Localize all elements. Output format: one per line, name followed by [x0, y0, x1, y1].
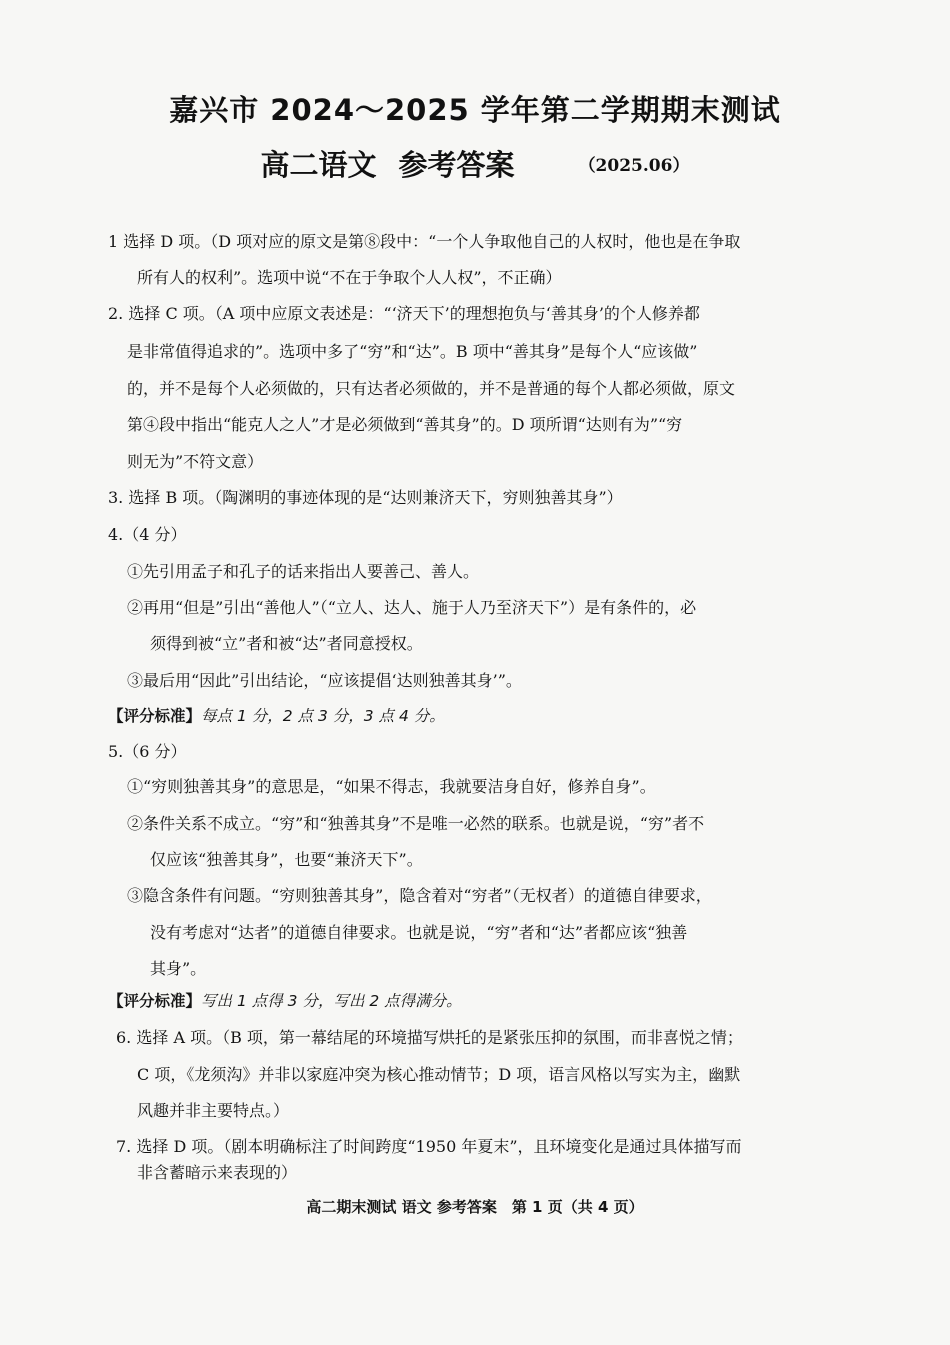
q3-line-1: 3. 选择 B 项。（陶渊明的事迹体现的是“达则兼济天下，穷则独善其身”） — [108, 488, 623, 507]
q7-line-1: 7. 选择 D 项。（剧本明确标注了时间跨度“1950 年夏末”，且环境变化是通过具体描写而 — [116, 1137, 742, 1156]
subject-label: 高二语文 — [260, 148, 377, 182]
q2-line-4: 第④段中指出“能克人之人”才是必须做到“善其身”的。D 项所谓“达则有为”“穷 — [127, 415, 683, 434]
scoring-text: 每点 1 分，2 点 3 分，3 点 4 分。 — [201, 707, 445, 725]
q4-scoring-standard — [108, 704, 445, 728]
q2-line-1: 2. 选择 C 项。（A 项中应原文表述是：“‘济天下’的理想抱负与‘善其身’的个人修养都 — [108, 304, 700, 323]
q2-line-3: 的，并不是每个人必须做的，只有达者必须做的，并不是普通的每个人都必须做，原文 — [127, 379, 736, 398]
q5-point-2b: 仅应该“独善其身”，也要“兼济天下”。 — [150, 850, 423, 869]
exam-date: （2025.06） — [578, 156, 690, 176]
q5-heading: 5.（6 分） — [108, 742, 187, 761]
scoring-label: 【评分标准】 — [108, 707, 202, 725]
answer-key-label: 参考答案 — [398, 148, 515, 182]
q5-scoring-standard — [108, 989, 462, 1013]
q1-line-1: 1 选择 D 项。（D 项对应的原文是第⑧段中：“一个人争取他自己的人权时，他也是在争取 — [108, 232, 741, 251]
page-title: 嘉兴市 2024～2025 学年第二学期期末测试 — [169, 93, 781, 127]
q4-point-2b: 须得到被“立”者和被“达”者同意授权。 — [150, 634, 423, 653]
q2-line-2: 是非常值得追求的”。选项中多了“穷”和“达”。B 项中“善其身”是每个人“应该做” — [127, 342, 698, 361]
q5-point-2a: ②条件关系不成立。“穷”和“独善其身”不是唯一必然的联系。也就是说，“穷”者不 — [127, 814, 705, 833]
q6-line-1: 6. 选择 A 项。（B 项，第一幕结尾的环境描写烘托的是紧张压抑的氛围，而非喜悦之情； — [116, 1028, 743, 1047]
q4-heading: 4.（4 分） — [108, 525, 187, 544]
q5-point-1: ①“穷则独善其身”的意思是，“如果不得志，我就要洁身自好，修养自身”。 — [127, 777, 656, 796]
page-subtitle — [0, 143, 950, 184]
q4-point-3: ③最后用“因此”引出结论，“应该提倡‘达则独善其身’”。 — [127, 671, 522, 690]
q2-line-5: 则无为”不符文意） — [127, 452, 264, 471]
q1-line-2: 所有人的权利”。选项中说“不在于争取个人人权”，不正确） — [137, 268, 562, 287]
q6-line-3: 风趣并非主要特点。） — [137, 1101, 290, 1120]
q4-point-2a: ②再用“但是”引出“善他人”（“立人、达人、施于人乃至济天下”）是有条件的，必 — [127, 598, 697, 617]
q5-point-3a: ③隐含条件有问题。“穷则独善其身”，隐含着对“穷者”（无权者）的道德自律要求， — [127, 886, 712, 905]
q6-line-2: C 项，《龙须沟》并非以家庭冲突为核心推动情节；D 项，语言风格以写实为主，幽默 — [137, 1065, 741, 1084]
q5-point-3c: 其身”。 — [150, 959, 207, 978]
scoring-label: 【评分标准】 — [108, 992, 202, 1010]
page-footer: 高二期末测试 语文 参考答案 第 1 页（共 4 页） — [306, 1198, 644, 1216]
q5-point-3b: 没有考虑对“达者”的道德自律要求。也就是说，“穷”者和“达”者都应该“独善 — [150, 923, 688, 942]
q4-point-1: ①先引用孟子和孔子的话来指出人要善己、善人。 — [127, 562, 480, 581]
q7-line-2: 非含蓄暗示来表现的） — [137, 1163, 298, 1182]
scoring-text: 写出 1 点得 3 分，写出 2 点得满分。 — [201, 992, 462, 1010]
